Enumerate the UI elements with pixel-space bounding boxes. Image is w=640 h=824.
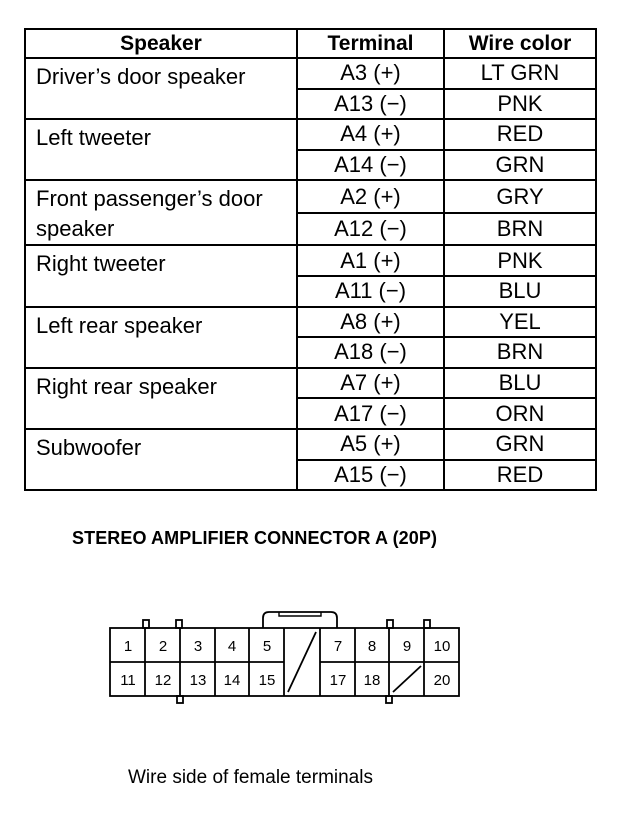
pin-number: 15 [258,672,276,689]
terminal-cell: A18 (−) [297,337,444,368]
connector-peg [143,620,149,628]
wire-color-cell: PNK [444,89,596,120]
wire-color-cell: GRN [444,429,596,460]
terminal-cell: A3 (+) [297,58,444,89]
terminal-cell: A5 (+) [297,429,444,460]
terminal-cell: A15 (−) [297,460,444,491]
blank-cavity-slash [393,666,421,692]
wire-color-cell: YEL [444,307,596,338]
wire-color-cell: RED [444,460,596,491]
pin-number: 2 [158,638,168,655]
pin-number: 8 [367,638,377,655]
speaker-name: Right rear speaker [25,368,297,429]
wire-color-cell: PNK [444,245,596,276]
pin-number: 11 [120,672,136,689]
wire-color-cell: ORN [444,398,596,429]
speaker-name: Right tweeter [25,245,297,306]
connector-peg [387,620,393,628]
speaker-name: Left rear speaker [25,307,297,368]
header-speaker: Speaker [25,29,297,58]
pin-number: 1 [123,638,133,655]
pin-number: 4 [227,638,237,655]
pin-number: 14 [223,672,241,689]
connector-peg [176,620,182,628]
pin-number: 18 [363,672,381,689]
pin-number: 13 [189,672,207,689]
pin-number: 12 [154,672,172,689]
connector-latch [263,612,337,628]
terminal-cell: A11 (−) [297,276,444,307]
speaker-name: Left tweeter [25,119,297,180]
pin-number: 3 [193,638,203,655]
wire-color-cell: BRN [444,337,596,368]
terminal-cell: A7 (+) [297,368,444,399]
connector-peg [177,696,183,703]
pin-number: 7 [333,638,343,655]
header-terminal: Terminal [297,29,444,58]
wire-color-cell: BLU [444,368,596,399]
terminal-cell: A14 (−) [297,150,444,181]
terminal-cell: A8 (+) [297,307,444,338]
terminal-cell: A1 (+) [297,245,444,276]
wire-color-cell: GRY [444,180,596,213]
terminal-cell: A12 (−) [297,213,444,246]
wire-color-cell: BRN [444,213,596,246]
connector-peg [424,620,430,628]
header-wire-color: Wire color [444,29,596,58]
pin-number: 20 [433,672,451,689]
pin-number: 9 [402,638,412,655]
connector-title: STEREO AMPLIFIER CONNECTOR A (20P) [72,528,438,548]
connector-caption: Wire side of female terminals [128,767,373,788]
wire-color-cell: BLU [444,276,596,307]
terminal-cell: A13 (−) [297,89,444,120]
speaker-name: Driver’s door speaker [25,58,297,119]
speaker-name: Subwoofer [25,429,297,490]
wire-color-cell: LT GRN [444,58,596,89]
wire-color-cell: GRN [444,150,596,181]
terminal-cell: A17 (−) [297,398,444,429]
pin-number: 10 [433,638,451,655]
pin-number: 17 [329,672,347,689]
terminal-cell: A4 (+) [297,119,444,150]
terminal-cell: A2 (+) [297,180,444,213]
speaker-name: Front passenger’s door speaker [25,180,297,245]
connector-peg [386,696,392,703]
pin-number: 5 [262,638,272,655]
wire-color-cell: RED [444,119,596,150]
blank-cavity-slash [288,632,316,692]
